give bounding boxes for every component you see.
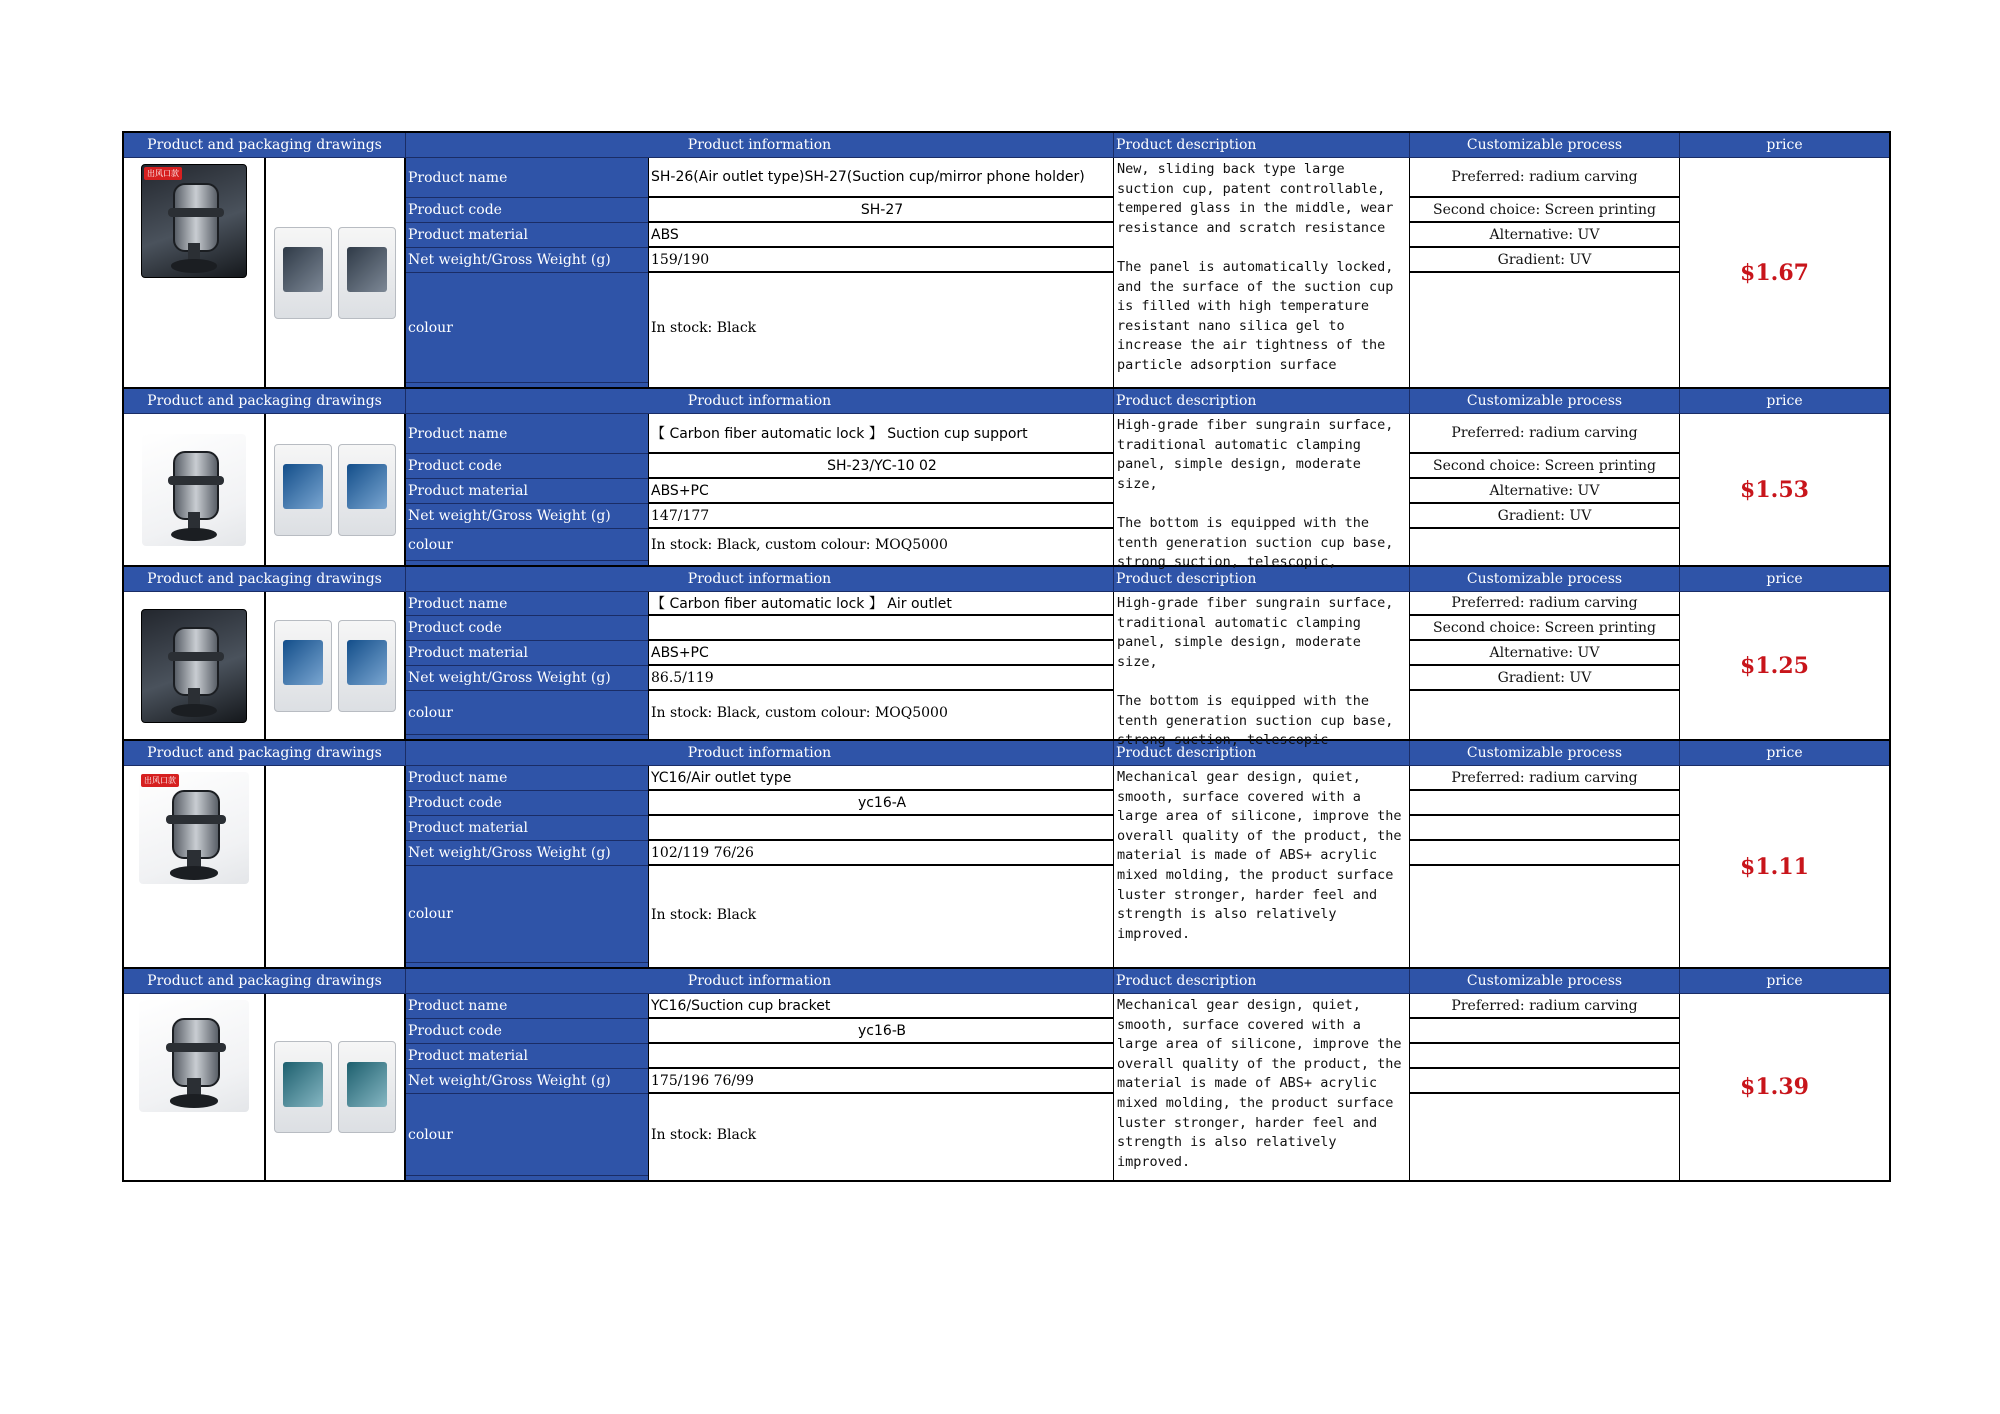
product-block bbox=[122, 969, 1891, 1182]
packaging-photos bbox=[266, 158, 404, 387]
packaging-box-icon bbox=[338, 1041, 396, 1133]
header-description: Product description bbox=[1114, 567, 1410, 591]
process-option: Gradient: UV bbox=[1410, 248, 1679, 273]
product-description bbox=[1114, 766, 1410, 967]
label-code: Product code bbox=[406, 198, 648, 223]
packaging-photos bbox=[266, 592, 404, 739]
car-phone-holder-icon bbox=[139, 1000, 249, 1112]
header-information: Product information bbox=[406, 567, 1114, 591]
label-code: Product code bbox=[406, 454, 648, 479]
packaging-photos bbox=[266, 414, 404, 565]
field-values bbox=[649, 414, 1114, 565]
label-colour: colour bbox=[406, 691, 648, 735]
product-images bbox=[124, 766, 406, 967]
header-price: price bbox=[1766, 571, 1803, 587]
packaging-box-icon bbox=[274, 444, 332, 536]
header-price: price bbox=[1766, 973, 1803, 989]
value-weight: 147/177 bbox=[649, 504, 1113, 529]
product-photo bbox=[124, 414, 266, 565]
header-drawings: Product and packaging drawings bbox=[124, 741, 406, 765]
car-phone-holder-icon bbox=[142, 434, 246, 546]
value-code: yc16-B bbox=[649, 1019, 1113, 1044]
value-code bbox=[649, 616, 1113, 641]
header-information: Product information bbox=[406, 133, 1114, 157]
price-value: $1.53 bbox=[1740, 476, 1809, 503]
section-header bbox=[124, 389, 1889, 414]
price-value: $1.25 bbox=[1740, 652, 1809, 679]
header-price: price bbox=[1766, 393, 1803, 409]
label-name: Product name bbox=[406, 766, 648, 791]
process-option: Second choice: Screen printing bbox=[1410, 616, 1679, 641]
label-weight: Net weight/Gross Weight (g) bbox=[406, 1069, 648, 1094]
product-row bbox=[124, 766, 1889, 967]
value-material: ABS+PC bbox=[649, 641, 1113, 666]
value-weight: 102/119 76/26 bbox=[649, 841, 1113, 866]
product-images bbox=[124, 994, 406, 1180]
product-block bbox=[122, 389, 1891, 571]
label-material: Product material bbox=[406, 223, 648, 248]
header-drawings: Product and packaging drawings bbox=[124, 567, 406, 591]
section-header bbox=[124, 567, 1889, 592]
field-labels bbox=[406, 766, 649, 967]
process-option: Preferred: radium carving bbox=[1410, 994, 1679, 1019]
process-option: Preferred: radium carving bbox=[1410, 766, 1679, 791]
packaging-box-icon bbox=[338, 620, 396, 712]
label-weight: Net weight/Gross Weight (g) bbox=[406, 666, 648, 691]
section-header bbox=[124, 741, 1889, 766]
product-block bbox=[122, 131, 1891, 389]
label-name: Product name bbox=[406, 994, 648, 1019]
product-row bbox=[124, 158, 1889, 387]
label-colour: colour bbox=[406, 866, 648, 963]
field-values bbox=[649, 158, 1114, 387]
value-name: YC16/Air outlet type bbox=[649, 766, 1113, 791]
value-name: 【 Carbon fiber automatic lock 】 Air outlet bbox=[649, 592, 1113, 616]
field-labels bbox=[406, 414, 649, 565]
product-photo bbox=[124, 592, 266, 739]
packaging-box-icon bbox=[338, 227, 396, 319]
product-images bbox=[124, 158, 406, 387]
process-option: Alternative: UV bbox=[1410, 479, 1679, 504]
description-paragraph: The bottom is equipped with the tenth generation suction cup base, strong suction, telescopic, bbox=[1117, 514, 1394, 571]
product-badge: 出风口款 bbox=[141, 774, 179, 787]
value-material bbox=[649, 1044, 1113, 1069]
label-weight: Net weight/Gross Weight (g) bbox=[406, 248, 648, 273]
label-name: Product name bbox=[406, 414, 648, 454]
car-phone-holder-icon bbox=[139, 772, 249, 884]
process-option bbox=[1410, 691, 1679, 735]
value-name: 【 Carbon fiber automatic lock 】 Suction cup support bbox=[649, 414, 1113, 454]
value-colour: In stock: Black bbox=[651, 320, 757, 336]
header-description: Product description bbox=[1114, 133, 1410, 157]
label-weight: Net weight/Gross Weight (g) bbox=[406, 504, 648, 529]
header-price: price bbox=[1766, 745, 1803, 761]
label-code: Product code bbox=[406, 616, 648, 641]
process-option: Gradient: UV bbox=[1410, 504, 1679, 529]
process-option bbox=[1410, 841, 1679, 866]
product-description bbox=[1114, 994, 1410, 1180]
product-description bbox=[1114, 592, 1410, 749]
label-weight: Net weight/Gross Weight (g) bbox=[406, 841, 648, 866]
value-colour: In stock: Black, custom colour: MOQ5000 bbox=[651, 705, 948, 721]
label-material: Product material bbox=[406, 641, 648, 666]
process-option: Alternative: UV bbox=[1410, 223, 1679, 248]
header-drawings: Product and packaging drawings bbox=[124, 389, 406, 413]
process-option: Preferred: radium carving bbox=[1410, 592, 1679, 616]
product-photo bbox=[124, 766, 266, 967]
value-name: YC16/Suction cup bracket bbox=[649, 994, 1113, 1019]
description-paragraph: High-grade fiber sungrain surface, traditional automatic clamping panel, simple design, moderate size, bbox=[1117, 417, 1394, 492]
product-images bbox=[124, 414, 406, 565]
label-name: Product name bbox=[406, 592, 648, 616]
value-material: ABS+PC bbox=[649, 479, 1113, 504]
process-option bbox=[1410, 1019, 1679, 1044]
header-information: Product information bbox=[406, 969, 1114, 993]
label-material: Product material bbox=[406, 1044, 648, 1069]
price-value: $1.67 bbox=[1740, 259, 1809, 286]
process-option: Preferred: radium carving bbox=[1410, 414, 1679, 454]
product-badge: 出风口款 bbox=[144, 167, 182, 180]
description-paragraph: The panel is automatically locked, and the surface of the suction cup is filled with high temperature resistant nano silica gel to increase the air tightness of the particle adsorption surface bbox=[1117, 258, 1394, 373]
header-drawings: Product and packaging drawings bbox=[124, 969, 406, 993]
product-description bbox=[1114, 414, 1410, 571]
header-process: Customizable process bbox=[1410, 969, 1680, 993]
process-option bbox=[1410, 1044, 1679, 1069]
field-labels bbox=[406, 592, 649, 739]
value-colour: In stock: Black, custom colour: MOQ5000 bbox=[651, 537, 948, 553]
value-colour: In stock: Black bbox=[651, 906, 757, 923]
customizable-process bbox=[1410, 592, 1680, 739]
header-information: Product information bbox=[406, 389, 1114, 413]
description-paragraph: Mechanical gear design, quiet, smooth, surface covered with a large area of silicone, improve the overall quality of the product, the material is made of ABS+ acrylic mixed molding, the product surface luster stronger, harder feel and strength is also relatively improved. bbox=[1117, 997, 1402, 1170]
packaging-box-icon bbox=[274, 227, 332, 319]
process-option bbox=[1410, 529, 1679, 561]
product-block bbox=[122, 567, 1891, 749]
header-drawings: Product and packaging drawings bbox=[124, 133, 406, 157]
packaging-photos bbox=[266, 766, 404, 967]
customizable-process bbox=[1410, 994, 1680, 1180]
label-code: Product code bbox=[406, 791, 648, 816]
process-option bbox=[1410, 1094, 1679, 1176]
product-photo bbox=[124, 994, 266, 1180]
process-option: Preferred: radium carving bbox=[1410, 158, 1679, 198]
value-weight: 175/196 76/99 bbox=[649, 1069, 1113, 1094]
product-row bbox=[124, 414, 1889, 571]
header-process: Customizable process bbox=[1410, 567, 1680, 591]
field-values bbox=[649, 592, 1114, 739]
label-material: Product material bbox=[406, 816, 648, 841]
label-code: Product code bbox=[406, 1019, 648, 1044]
packaging-box-icon bbox=[274, 1041, 332, 1133]
label-material: Product material bbox=[406, 479, 648, 504]
value-name: SH-26(Air outlet type)SH-27(Suction cup/mirror phone holder) bbox=[649, 158, 1113, 198]
value-colour: In stock: Black bbox=[651, 1127, 757, 1143]
field-labels bbox=[406, 994, 649, 1180]
header-description: Product description bbox=[1114, 741, 1410, 765]
packaging-box-icon bbox=[274, 620, 332, 712]
label-colour: colour bbox=[406, 273, 648, 383]
process-option: Gradient: UV bbox=[1410, 666, 1679, 691]
product-photo bbox=[124, 158, 266, 387]
value-weight: 159/190 bbox=[649, 248, 1113, 273]
description-paragraph: The bottom is equipped with the tenth generation suction cup base, strong suction, telescopic bbox=[1117, 692, 1394, 749]
value-code: yc16-A bbox=[649, 791, 1113, 816]
process-option bbox=[1410, 866, 1679, 963]
customizable-process bbox=[1410, 414, 1680, 565]
process-option: Second choice: Screen printing bbox=[1410, 198, 1679, 223]
product-row bbox=[124, 994, 1889, 1180]
product-description bbox=[1114, 158, 1410, 387]
packaging-photos bbox=[266, 994, 404, 1180]
header-process: Customizable process bbox=[1410, 389, 1680, 413]
field-values bbox=[649, 766, 1114, 967]
header-process: Customizable process bbox=[1410, 741, 1680, 765]
process-option bbox=[1410, 1069, 1679, 1094]
description-paragraph: New, sliding back type large suction cup, patent controllable, tempered glass in the middle, wear resistance and scratch resistance bbox=[1117, 161, 1394, 236]
product-sheet bbox=[122, 131, 1891, 1182]
price-value: $1.39 bbox=[1740, 1074, 1809, 1100]
value-material bbox=[649, 816, 1113, 841]
car-phone-holder-icon bbox=[141, 164, 247, 278]
price-value: $1.11 bbox=[1740, 853, 1809, 880]
header-process: Customizable process bbox=[1410, 133, 1680, 157]
process-option: Second choice: Screen printing bbox=[1410, 454, 1679, 479]
label-colour: colour bbox=[406, 529, 648, 561]
product-row bbox=[124, 592, 1889, 749]
section-header bbox=[124, 969, 1889, 994]
section-header bbox=[124, 133, 1889, 158]
description-paragraph: Mechanical gear design, quiet, smooth, surface covered with a large area of silicone, improve the overall quality of the product, the material is made of ABS+ acrylic mixed molding, the product surface luster stronger, harder feel and strength is also relatively improved. bbox=[1117, 769, 1402, 942]
process-option: Alternative: UV bbox=[1410, 641, 1679, 666]
header-information: Product information bbox=[406, 741, 1114, 765]
customizable-process bbox=[1410, 766, 1680, 967]
process-option bbox=[1410, 816, 1679, 841]
process-option bbox=[1410, 273, 1679, 383]
process-option bbox=[1410, 791, 1679, 816]
value-code: SH-27 bbox=[649, 198, 1113, 223]
value-weight: 86.5/119 bbox=[649, 666, 1113, 691]
customizable-process bbox=[1410, 158, 1680, 387]
field-values bbox=[649, 994, 1114, 1180]
label-colour: colour bbox=[406, 1094, 648, 1176]
car-phone-holder-icon bbox=[141, 609, 247, 723]
header-description: Product description bbox=[1114, 969, 1410, 993]
product-block bbox=[122, 741, 1891, 969]
value-code: SH-23/YC-10 02 bbox=[649, 454, 1113, 479]
packaging-box-icon bbox=[338, 444, 396, 536]
header-description: Product description bbox=[1114, 389, 1410, 413]
field-labels bbox=[406, 158, 649, 387]
header-price: price bbox=[1766, 137, 1803, 153]
description-paragraph: High-grade fiber sungrain surface, traditional automatic clamping panel, simple design, moderate size, bbox=[1117, 595, 1394, 670]
value-material: ABS bbox=[649, 223, 1113, 248]
product-images bbox=[124, 592, 406, 739]
label-name: Product name bbox=[406, 158, 648, 198]
